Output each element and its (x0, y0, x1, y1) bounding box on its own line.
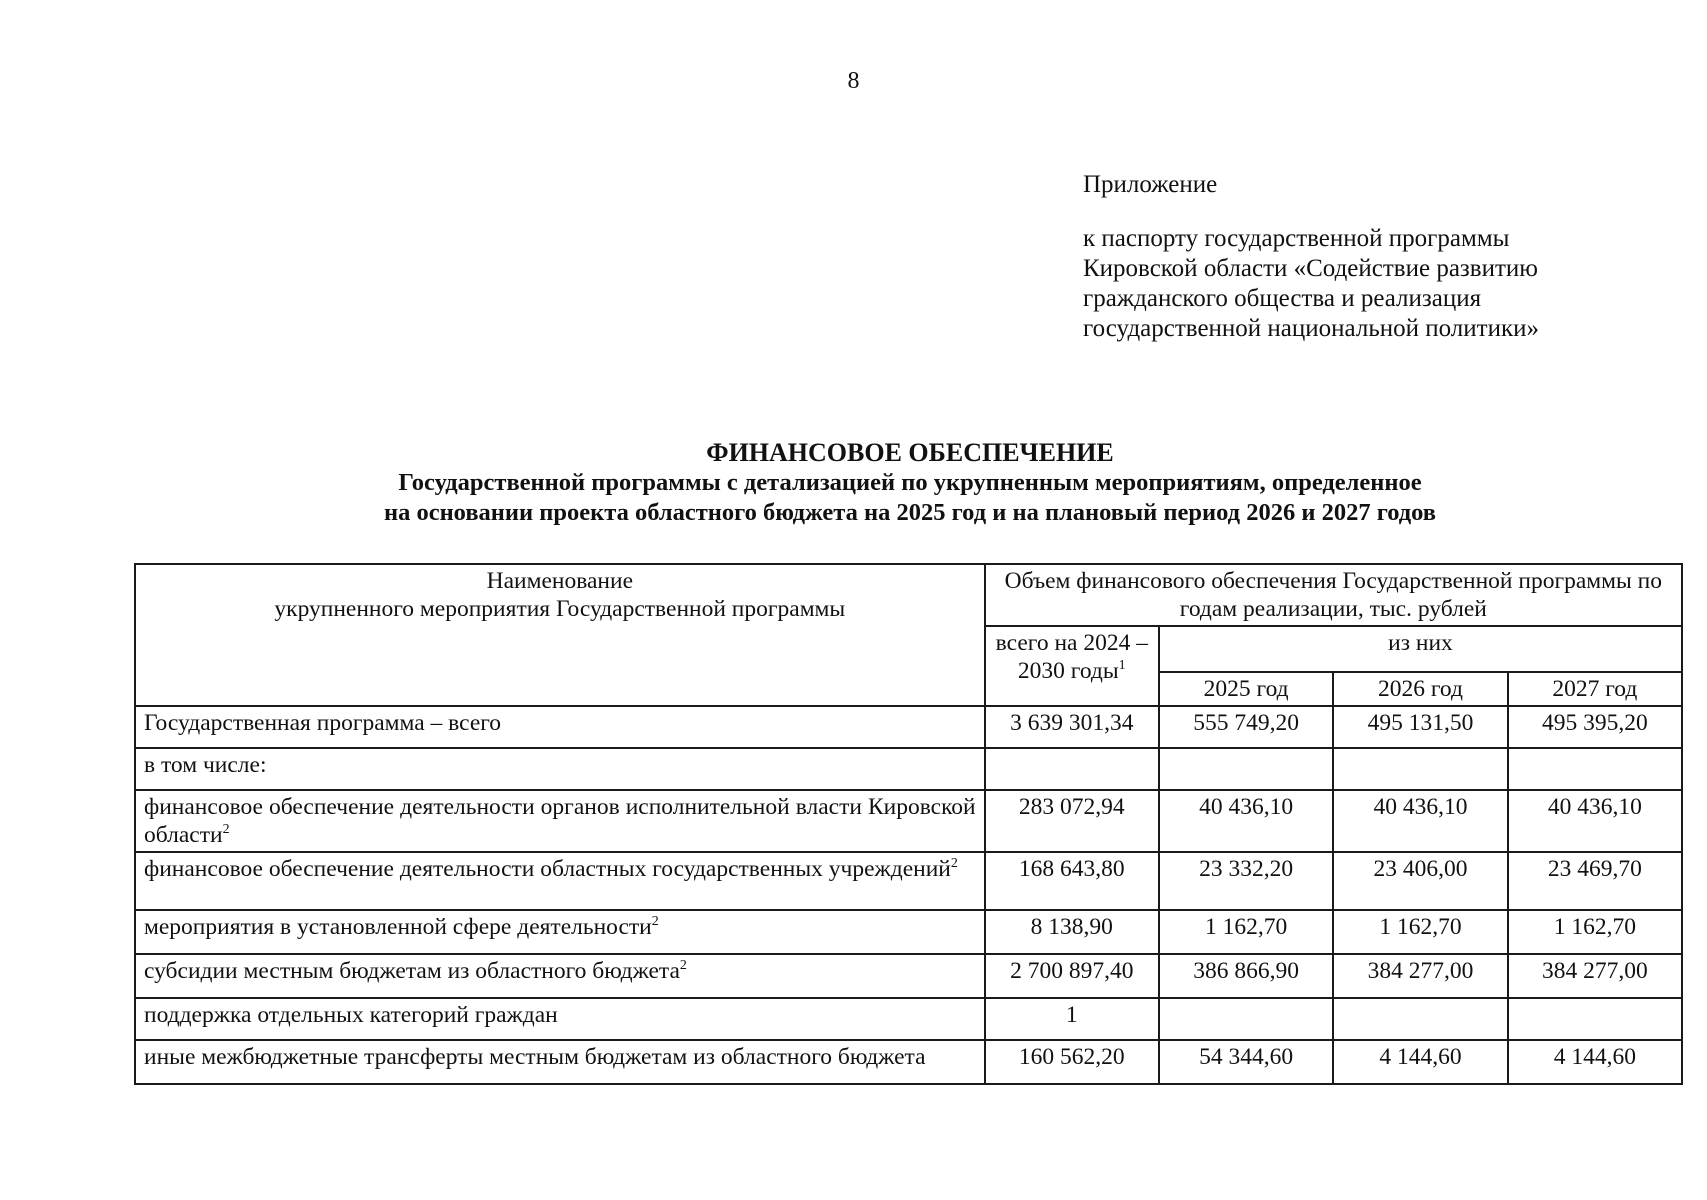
year-2026-cell: 4 144,60 (1333, 1040, 1507, 1084)
header-name-cell (135, 564, 985, 706)
header-year-cell: 2026 год (1333, 672, 1507, 706)
header-of-which-cell: из них (1159, 626, 1682, 672)
year-2026-cell: 495 131,50 (1333, 706, 1507, 748)
row-name-cell (135, 998, 985, 1040)
total-cell: 168 643,80 (985, 852, 1159, 910)
year-2027-cell: 384 277,00 (1508, 954, 1682, 998)
table-row (135, 748, 1682, 790)
appendix-line: гражданского общества и реализация (1083, 285, 1482, 312)
header-total-text: всего на 2024 – 2030 годы (995, 630, 1148, 684)
total-cell (985, 748, 1159, 790)
finance-table (134, 563, 1683, 1085)
year-2026-cell: 23 406,00 (1333, 852, 1507, 910)
appendix-block (1083, 170, 1539, 344)
year-2026-cell (1333, 998, 1507, 1040)
footnote-mark: 2 (679, 958, 687, 974)
year-2026-cell: 40 436,10 (1333, 790, 1507, 852)
appendix-line: к паспорту государственной программы (1083, 225, 1510, 252)
page-number: 8 (847, 68, 860, 94)
year-2027-cell: 40 436,10 (1508, 790, 1682, 852)
year-2025-cell: 40 436,10 (1159, 790, 1333, 852)
row-name: мероприятия в установленной сфере деятельности (144, 914, 652, 940)
footnote-mark: 2 (950, 856, 958, 872)
row-name: субсидии местным бюджетам из областного бюджета (144, 958, 680, 984)
year-2027-cell (1508, 748, 1682, 790)
total-cell: 2 700 897,40 (985, 954, 1159, 998)
table-row (135, 998, 1682, 1040)
year-2025-cell (1159, 748, 1333, 790)
year-2026-cell: 1 162,70 (1333, 910, 1507, 954)
header-year-cell: 2025 год (1159, 672, 1333, 706)
row-name: финансовое обеспечение деятельности органов исполнительной власти Кировской области (144, 794, 976, 848)
document-heading (0, 438, 1707, 528)
total-cell: 3 639 301,34 (985, 706, 1159, 748)
table-row (135, 706, 1682, 748)
row-name-cell (135, 790, 985, 852)
year-2027-cell: 1 162,70 (1508, 910, 1682, 954)
year-2025-cell: 555 749,20 (1159, 706, 1333, 748)
table-row (135, 910, 1682, 954)
year-2026-cell: 384 277,00 (1333, 954, 1507, 998)
table-row (135, 790, 1682, 852)
year-2027-cell: 4 144,60 (1508, 1040, 1682, 1084)
appendix-line: Кировской области «Содействие развитию (1083, 255, 1538, 282)
row-name-cell (135, 910, 985, 954)
row-name: в том числе: (144, 752, 267, 778)
header-name-line: укрупненного мероприятия Государственной программы (274, 596, 846, 622)
row-name: иные межбюджетные трансферты местным бюджетам из областного бюджета (144, 1044, 926, 1070)
header-total-cell (985, 626, 1159, 706)
header-name-line: Наименование (486, 568, 634, 594)
total-cell: 1 (985, 998, 1159, 1040)
appendix-line: государственной национальной политики» (1083, 315, 1539, 342)
total-cell: 283 072,94 (985, 790, 1159, 852)
year-2025-cell: 23 332,20 (1159, 852, 1333, 910)
total-cell: 160 562,20 (985, 1040, 1159, 1084)
year-2025-cell: 54 344,60 (1159, 1040, 1333, 1084)
year-2025-cell (1159, 998, 1333, 1040)
footnote-mark: 2 (651, 914, 659, 930)
row-name: поддержка отдельных категорий граждан (144, 1002, 558, 1028)
row-name-cell (135, 748, 985, 790)
table-row (135, 954, 1682, 998)
appendix-title: Приложение (1083, 171, 1218, 198)
heading-line: Государственной программы с детализацией по укрупненным мероприятиям, определенное (398, 469, 1422, 496)
header-volume-cell: Объем финансового обеспечения Государственной программы по годам реализации, тыс. рублей (985, 564, 1682, 626)
year-2025-cell: 386 866,90 (1159, 954, 1333, 998)
year-2026-cell (1333, 748, 1507, 790)
year-2027-cell (1508, 998, 1682, 1040)
footnote-mark: 2 (222, 822, 230, 838)
row-name-cell (135, 954, 985, 998)
total-cell: 8 138,90 (985, 910, 1159, 954)
heading-line: на основании проекта областного бюджета на 2025 год и на плановый период 2026 и 2027 годов (383, 499, 1437, 526)
table-row (135, 1040, 1682, 1084)
heading-main: ФИНАНСОВОЕ ОБЕСПЕЧЕНИЕ (706, 438, 1114, 467)
footnote-mark: 1 (1118, 658, 1126, 674)
row-name-cell (135, 852, 985, 910)
header-year-cell: 2027 год (1508, 672, 1682, 706)
row-name: финансовое обеспечение деятельности областных государственных учреждений (144, 856, 951, 882)
year-2027-cell: 495 395,20 (1508, 706, 1682, 748)
year-2027-cell: 23 469,70 (1508, 852, 1682, 910)
row-name-cell (135, 1040, 985, 1084)
table-row (135, 852, 1682, 910)
row-name-cell (135, 706, 985, 748)
row-name: Государственная программа – всего (144, 710, 502, 736)
year-2025-cell: 1 162,70 (1159, 910, 1333, 954)
